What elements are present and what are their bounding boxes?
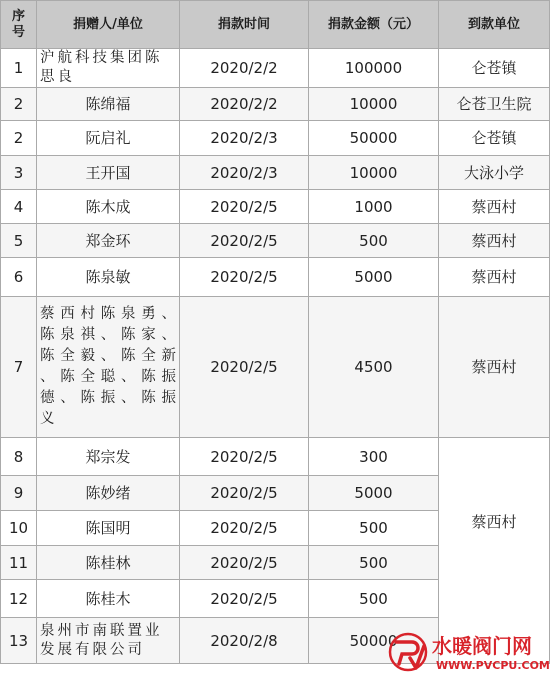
table-row: [1, 297, 550, 438]
cell-donor: 阮启礼: [37, 121, 180, 156]
cell-amount: 100000: [309, 49, 439, 88]
cell-amount: 50000: [309, 121, 439, 156]
cell-recipient: 仑苍卫生院: [439, 88, 550, 121]
cell-recipient: 仑苍镇: [439, 49, 550, 88]
watermark: [386, 626, 550, 680]
donor-line: 、陈全聪、陈振: [40, 369, 176, 385]
cell-date: 2020/2/5: [180, 258, 309, 297]
cell-donor: 泉州市南联置业发展有限公司: [37, 618, 180, 664]
header-donor: 捐赠人/单位: [37, 1, 180, 49]
cell-amount: 500: [309, 580, 439, 618]
donor-line: 德、陈振、陈振: [40, 390, 176, 406]
cell-date: 2020/2/5: [180, 476, 309, 511]
cell-amount: 500: [309, 511, 439, 546]
header-row: [1, 1, 550, 49]
cell-seq: 9: [1, 476, 37, 511]
cell-amount: 10000: [309, 156, 439, 190]
cell-amount: 10000: [309, 88, 439, 121]
donor-line: 陈全毅、陈全新: [40, 348, 176, 364]
cell-donor: 陈泉敏: [37, 258, 180, 297]
cell-amount: 300: [309, 438, 439, 476]
cell-seq: 5: [1, 224, 37, 258]
cell-seq: 2: [1, 121, 37, 156]
cell-amount: 500: [309, 546, 439, 580]
cell-donor: 陈桂木: [37, 580, 180, 618]
cell-donor: 陈绵福: [37, 88, 180, 121]
table-row: [1, 49, 550, 88]
cell-seq: 8: [1, 438, 37, 476]
donor-line: 蔡西村陈泉勇、: [40, 306, 176, 322]
cell-date: 2020/2/5: [180, 546, 309, 580]
cell-date: 2020/2/2: [180, 88, 309, 121]
cell-donor: 郑金环: [37, 224, 180, 258]
watermark-url: WWW.PVCPU.COM: [436, 659, 550, 672]
watermark-title: 水暖阀门网: [432, 634, 532, 658]
cell-date: 2020/2/5: [180, 224, 309, 258]
cell-seq: 1: [1, 49, 37, 88]
cell-donor: 陈国明: [37, 511, 180, 546]
cell-donor: 沪航科技集团陈思良: [37, 49, 180, 88]
cell-seq: 7: [1, 297, 37, 438]
table-row: [1, 190, 550, 224]
donor-line: 义: [40, 411, 55, 427]
table-row: [1, 224, 550, 258]
donor-line: 陈泉祺、陈家、: [40, 327, 176, 343]
cell-date: 2020/2/5: [180, 580, 309, 618]
cell-seq: 11: [1, 546, 37, 580]
cell-donor: 陈妙绪: [37, 476, 180, 511]
cell-donor: 郑宗发: [37, 438, 180, 476]
cell-recipient: 蔡西村: [439, 224, 550, 258]
cell-seq: 4: [1, 190, 37, 224]
cell-date: 2020/2/5: [180, 190, 309, 224]
header-seq-label: 序号: [11, 8, 25, 40]
table-row: [1, 156, 550, 190]
table-row: [1, 121, 550, 156]
table-row: [1, 88, 550, 121]
cell-date: 2020/2/5: [180, 511, 309, 546]
cell-recipient: 大泳小学: [439, 156, 550, 190]
cell-date: 2020/2/5: [180, 438, 309, 476]
cell-donor: 王开国: [37, 156, 180, 190]
cell-amount: 1000: [309, 190, 439, 224]
cell-amount: 5000: [309, 258, 439, 297]
cell-date: 2020/2/8: [180, 618, 309, 664]
cell-donor: 陈木成: [37, 190, 180, 224]
cell-seq: 6: [1, 258, 37, 297]
header-recipient: 到款单位: [439, 1, 550, 49]
cell-seq: 3: [1, 156, 37, 190]
cell-amount: 500: [309, 224, 439, 258]
cell-recipient: 仑苍镇: [439, 121, 550, 156]
cell-donor: 陈桂林: [37, 546, 180, 580]
table-row: [1, 258, 550, 297]
cell-amount: 5000: [309, 476, 439, 511]
header-date: 捐款时间: [180, 1, 309, 49]
cell-recipient: 蔡西村: [439, 297, 550, 438]
header-seq: [1, 1, 37, 49]
table-row: [1, 438, 550, 476]
merged-recipient-label: 蔡西村: [471, 513, 517, 531]
cell-date: 2020/2/3: [180, 156, 309, 190]
cell-seq: 2: [1, 88, 37, 121]
pv-logo-icon: [386, 630, 430, 674]
cell-amount: 4500: [309, 297, 439, 438]
cell-seq: 12: [1, 580, 37, 618]
cell-date: 2020/2/3: [180, 121, 309, 156]
cell-seq: 13: [1, 618, 37, 664]
cell-recipient: 蔡西村: [439, 258, 550, 297]
cell-donor-multiline: [37, 297, 180, 438]
cell-date: 2020/2/5: [180, 297, 309, 438]
cell-seq: 10: [1, 511, 37, 546]
cell-amount: 50000: [309, 618, 439, 664]
cell-recipient: 蔡西村: [439, 190, 550, 224]
cell-date: 2020/2/2: [180, 49, 309, 88]
header-amount: 捐款金额（元）: [309, 1, 439, 49]
